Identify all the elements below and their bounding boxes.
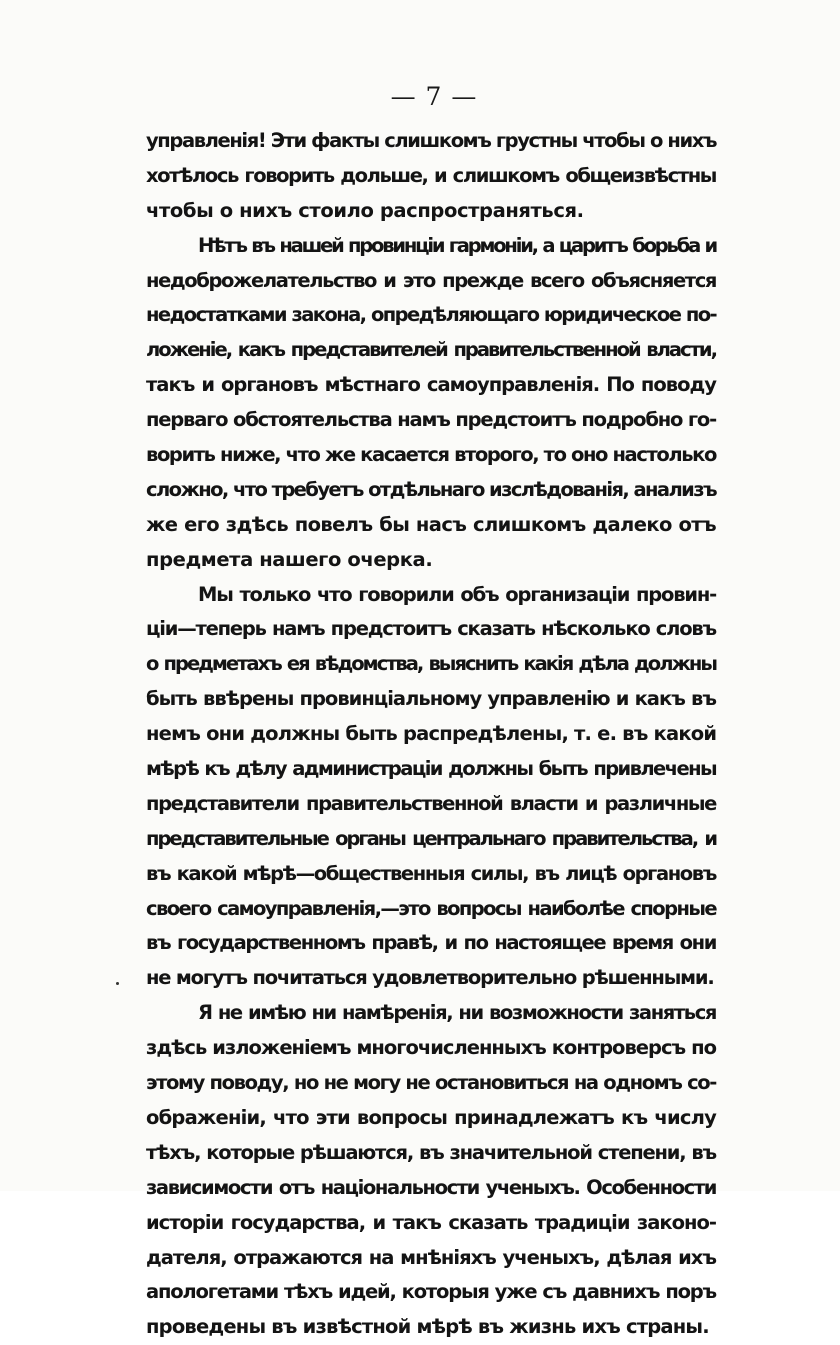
text-line: зависимости отъ національности ученыхъ. Особенности — [146, 1175, 716, 1199]
text-line: этому поводу, но не могу не остановиться на одномъ со- — [146, 1071, 716, 1095]
text-line: перваго обстоятельства намъ предстоитъ подробно го- — [146, 408, 716, 432]
text-line: проведены въ извѣстной мѣрѣ въ жизнь ихъ страны. — [146, 1315, 709, 1339]
text-line: сложно, что требуетъ отдѣльнаго изслѣдованія, анализъ — [146, 477, 716, 501]
text-line: апологетами тѣхъ идей, которыя уже съ давнихъ поръ — [146, 1280, 716, 1304]
text-line: не могутъ почитаться удовлетворительно рѣшенными. — [146, 966, 714, 990]
ink-speck — [116, 982, 119, 985]
text-line: управленія! Эти факты слишкомъ грустны чтобы о нихъ — [146, 129, 717, 152]
text-line: предмета нашего очерка. — [146, 547, 433, 571]
text-line: ворить ниже, что же касается второго, то оно настолько — [146, 443, 716, 467]
text-line: немъ они должны быть распредѣлены, т. е. въ какой — [146, 722, 717, 746]
text-line: Я не имѣю ни намѣренія, ни возможности заняться — [198, 1001, 716, 1025]
text-line: въ какой мѣрѣ—общественныя силы, въ лицѣ органовъ — [146, 861, 716, 885]
text-line: исторіи государства, и такъ сказать традиціи законо- — [146, 1210, 716, 1234]
text-line: о предметахъ ея вѣдомства, выяснить какія дѣла должны — [146, 652, 716, 676]
text-line: дателя, отражаются на мнѣніяхъ ученыхъ, дѣлая ихъ — [146, 1245, 716, 1269]
text-line: въ государственномъ правѣ, и по настоящее время они — [146, 931, 716, 955]
text-line: здѣсь изложеніемъ многочисленныхъ контроверсъ по — [146, 1036, 716, 1060]
text-line: своего самоуправленія,—это вопросы наиболѣе спорные — [146, 896, 716, 920]
text-line: тѣхъ, которые рѣшаются, въ значительной степени, въ — [146, 1140, 716, 1164]
text-line: представители правительственной власти и различные — [146, 791, 716, 815]
text-line: недостатками закона, опредѣляющаго юридическое по- — [146, 303, 716, 327]
body-text — [146, 124, 716, 1345]
text-line: мѣрѣ къ дѣлу администраціи должны быть привлечены — [146, 757, 716, 781]
text-line: быть ввѣрены провинціальному управленію и какъ въ — [146, 687, 716, 711]
text-line: ціи—теперь намъ предстоитъ сказать нѣсколько словъ — [146, 617, 716, 641]
text-line: представительные органы центральнаго правительства, и — [146, 826, 716, 850]
text-line: такъ и органовъ мѣстнаго самоуправленія. По поводу — [146, 373, 716, 397]
text-line: чтобы о нихъ стоило распространяться. — [146, 198, 584, 222]
text-line: ображеніи, что эти вопросы принадлежатъ къ числу — [146, 1105, 716, 1129]
text-line: Нѣтъ въ нашей провинціи гармоніи, а царитъ борьба и — [198, 233, 716, 257]
page-number: — 7 — — [390, 82, 478, 111]
text-line: недоброжелательство и это прежде всего объясняется — [146, 268, 716, 292]
text-line: хотѣлось говорить дольше, и слишкомъ общеизвѣстны — [146, 163, 716, 187]
text-line: ложеніе, какъ представителей правительственной власти, — [146, 338, 716, 362]
text-line: Мы только что говорили объ организаціи провин- — [198, 582, 716, 606]
text-line: же его здѣсь повелъ бы насъ слишкомъ далеко отъ — [146, 512, 716, 536]
